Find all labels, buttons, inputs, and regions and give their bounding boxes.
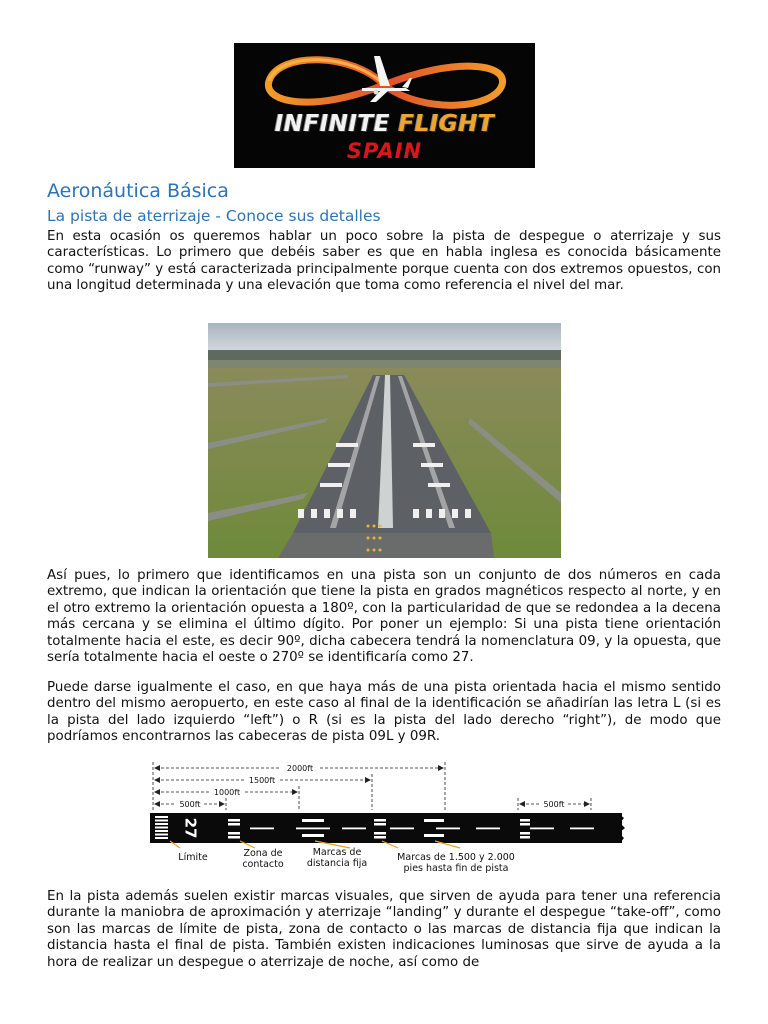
label-marcas-1500: Marcas de 1.500 y 2.000 pies hasta fin de pista: [397, 852, 515, 874]
dim-500ft-right: 500ft: [543, 800, 565, 809]
dim-1000ft: 1000ft: [213, 788, 241, 797]
dim-500ft-left: 500ft: [179, 800, 201, 809]
logo-country: SPAIN: [346, 139, 423, 163]
page-title: Aeronáutica Básica: [47, 180, 229, 202]
logo-title: INFINITE FLIGHT: [274, 111, 495, 137]
paragraph-visual-markings: En la pista además suelen existir marcas visuales, que sirven de ayuda para tener una referencia durante la maniobra de aproximación y aterrizaje “landing” y durante el despegue “take-off”, como son las marcas de límite de pista, zona de contacto o las marcas de distancia fija que indican la distancia hasta el final de pista. También existen indicaciones luminosas que sirve de ayuda a la hora de realizar un despegue o aterrizaje de noche, así como de: [47, 889, 721, 970]
dim-1500ft: 1500ft: [248, 776, 276, 785]
label-limite: Límite: [178, 852, 208, 863]
infinite-flight-spain-logo: [234, 43, 535, 168]
runway-photo: [208, 323, 561, 558]
paragraph-parallel-runways: Puede darse igualmente el caso, en que haya más de una pista orientada hacia el mismo sentido dentro del mismo aeropuerto, en este caso al final de la identificación se añadirían las letra L (si es la pista del lado izquierdo “left”) o R (si es la pista del lado derecho “right”), de modo que podríamos encontrarnos las cabeceras de pista 09L y 09R.: [47, 680, 721, 745]
label-marcas-distancia: Marcas de distancia fija: [306, 847, 368, 869]
runway-markings-diagram: [150, 758, 632, 878]
paragraph-numbers: Así pues, lo primero que identificamos en una pista son un conjunto de dos números en cada extremo, que indican la orientación que tiene la pista en grados magnéticos respecto al norte, y en el otro extremo la orientación opuesta a 180º, con la particularidad de que se redondea a la decena más cercana y se elimina el último dígito. Por poner un ejemplo: Si una pista tiene orientación totalmente hacia el este, es decir 90º, dicha cabecera tendrá la nomenclatura 09, y la opuesta, que sería totalmente hacia el oeste o 270º se identificaría como 27.: [47, 568, 721, 666]
runway-number-marking: 27: [181, 817, 200, 839]
paragraph-intro: En esta ocasión os queremos hablar un poco sobre la pista de despegue o aterrizaje y sus características. Lo primero que debéis saber es que en habla inglesa es conocida básicamente como “runway” y está caracterizada principalmente porque cuenta con dos extremos opuestos, con una longitud determinada y una elevación que toma como referencia el nivel del mar.: [47, 229, 721, 294]
dim-2000ft: 2000ft: [286, 764, 314, 773]
section-subtitle: La pista de aterrizaje - Conoce sus detalles: [47, 207, 381, 225]
label-zona-contacto: Zona de contacto: [242, 848, 284, 870]
